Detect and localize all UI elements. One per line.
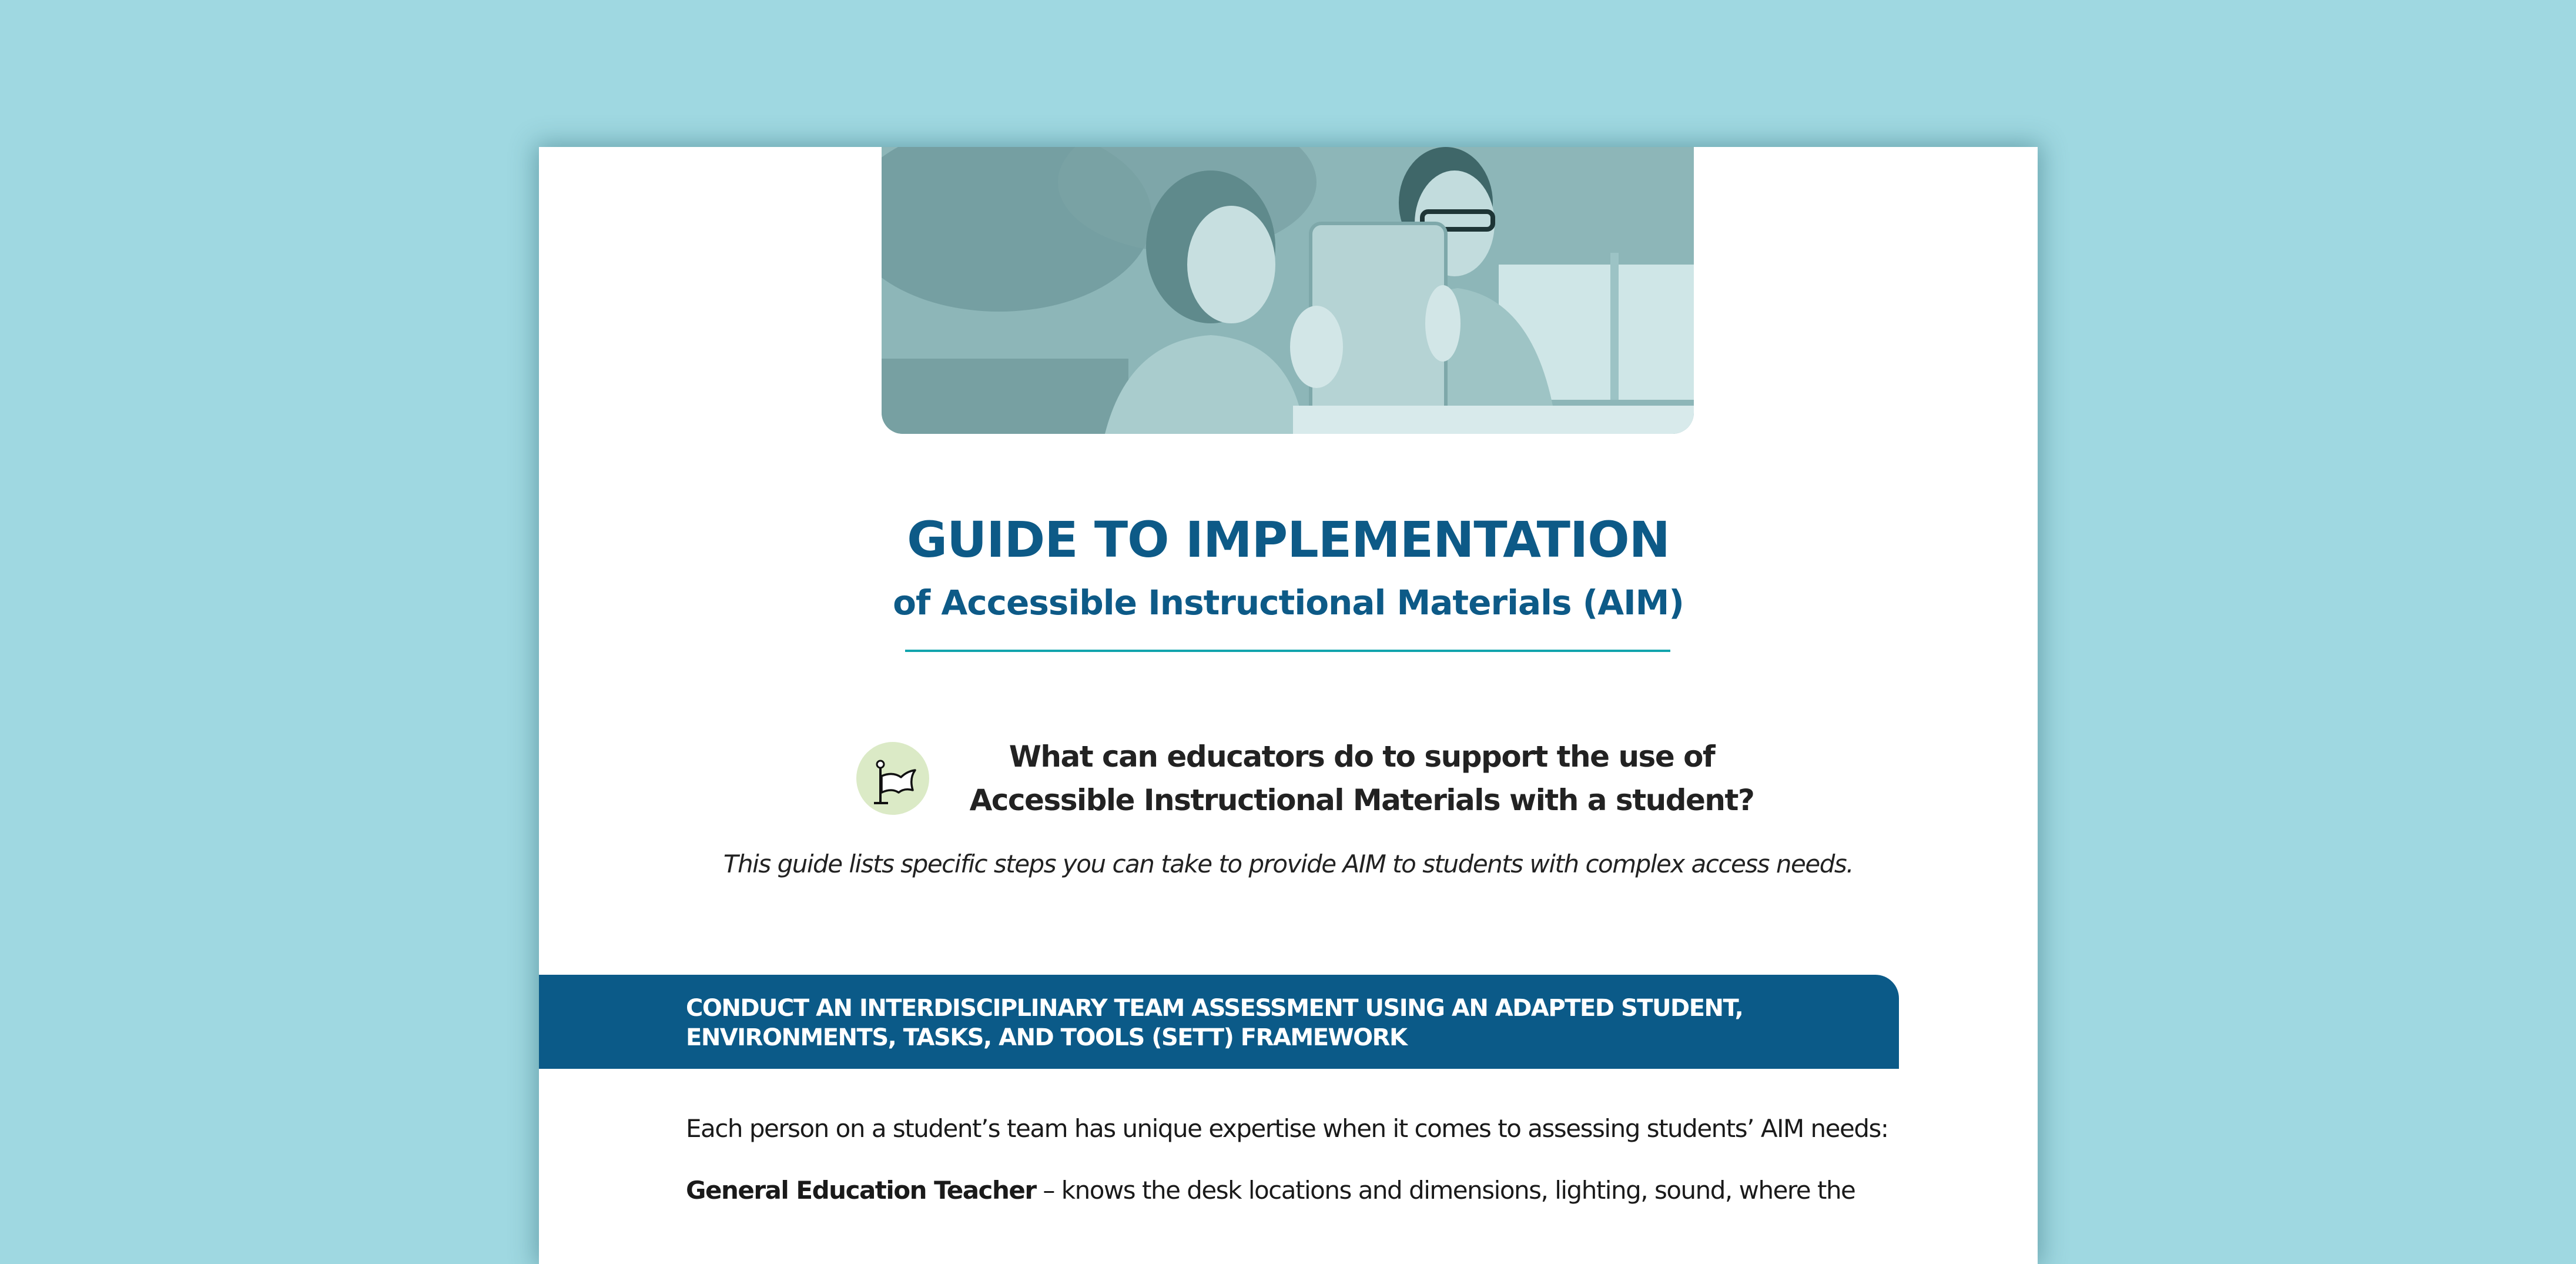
section-heading bbox=[686, 994, 1803, 1052]
hero-photo bbox=[882, 147, 1694, 434]
body-paragraph: Each person on a student’s team has unique expertise when it comes to assessing students’ AIM needs: bbox=[686, 1114, 1888, 1143]
guiding-question bbox=[903, 735, 1820, 822]
page-title: GUIDE TO IMPLEMENTATION bbox=[907, 511, 1670, 569]
section-heading-line-1: CONDUCT AN INTERDISCIPLINARY TEAM ASSESSMENT USING AN ADAPTED STUDENT, bbox=[686, 995, 1743, 1022]
question-line-1: What can educators do to support the use of bbox=[1009, 740, 1715, 774]
title-divider bbox=[905, 650, 1670, 652]
intro-text: This guide lists specific steps you can take to provide AIM to students with complex access needs. bbox=[723, 850, 1854, 878]
hero-photo-illustration bbox=[882, 147, 1694, 434]
section-heading-line-2: ENVIRONMENTS, TASKS, AND TOOLS (SETT) FRAMEWORK bbox=[686, 1024, 1407, 1051]
section-heading-banner bbox=[539, 975, 1899, 1069]
role-description: – knows the desk locations and dimensions, lighting, sound, where the bbox=[1036, 1176, 1855, 1205]
body-paragraph-role bbox=[686, 1173, 1920, 1208]
role-term: General Education Teacher bbox=[686, 1176, 1036, 1205]
document-page bbox=[539, 147, 2038, 1264]
page-subtitle: of Accessible Instructional Materials (AIM) bbox=[893, 583, 1684, 623]
question-line-2: Accessible Instructional Materials with a student? bbox=[969, 783, 1754, 817]
